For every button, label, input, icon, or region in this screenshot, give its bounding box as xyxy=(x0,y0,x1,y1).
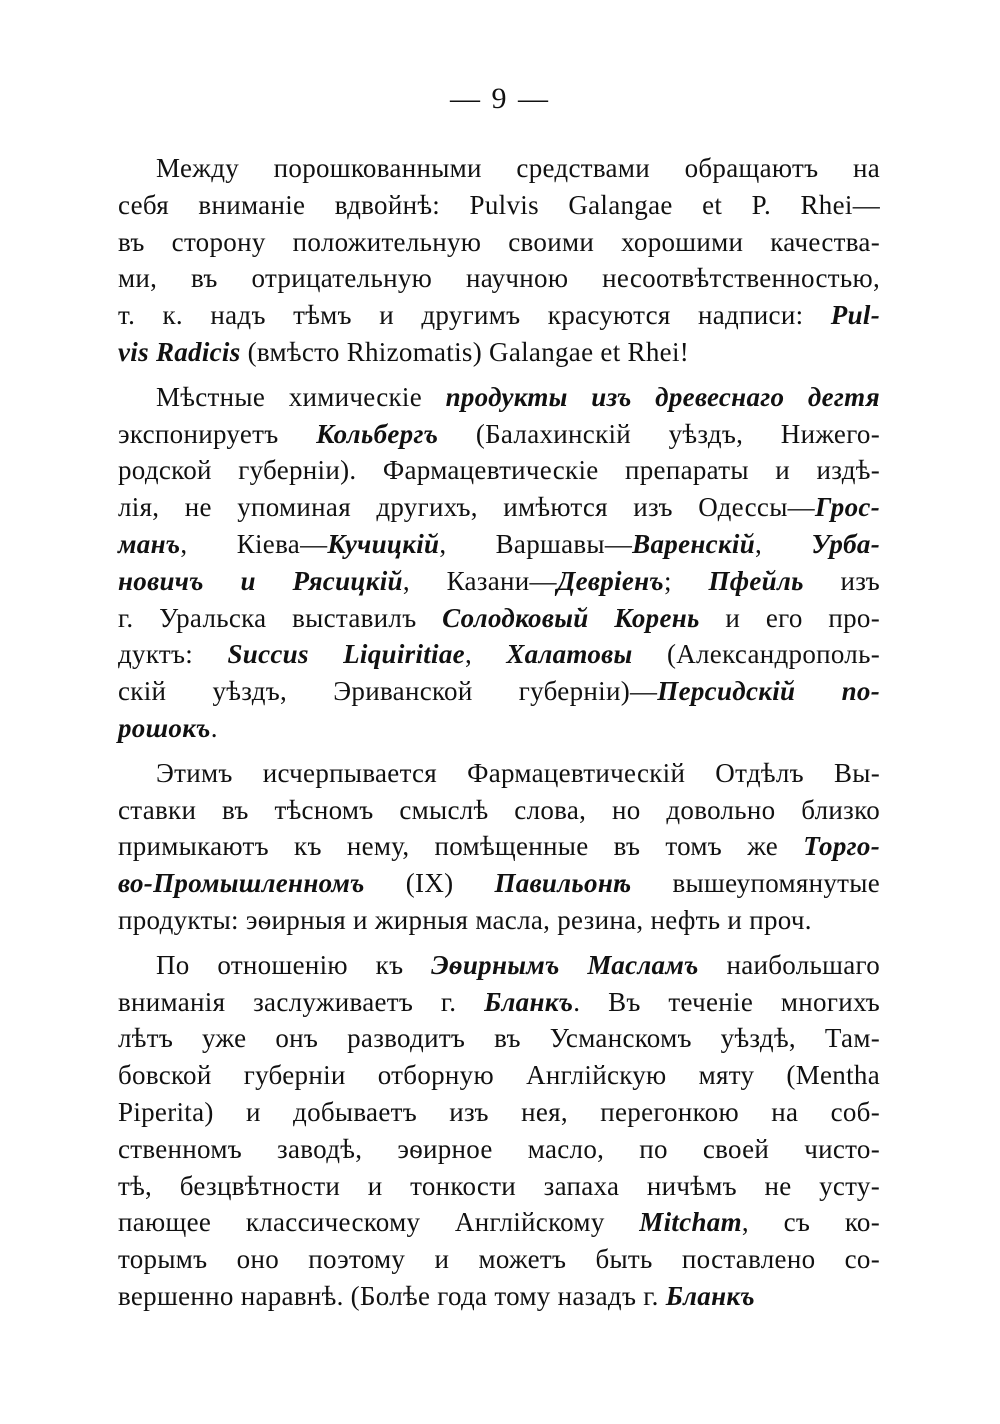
text-segment: , xyxy=(755,528,812,559)
text-segment: ственномъ заводѣ, эѳирное масло, по своей чисто- xyxy=(118,1133,880,1164)
text-segment: , съ ко- xyxy=(741,1207,880,1238)
text-line xyxy=(118,792,880,829)
italic-segment: новичъ и Рясицкій xyxy=(118,565,403,596)
text-line xyxy=(118,947,880,984)
text-segment: скій уѣздъ, Эриванской губерніи)— xyxy=(118,676,658,707)
italic-segment: Варенскій xyxy=(632,528,756,559)
italic-segment: Succus Liquiritiae xyxy=(227,639,465,670)
italic-segment: во-Промышленномъ xyxy=(118,868,365,899)
text-segment: въ сторону положительную своими хорошими качества- xyxy=(118,226,880,257)
text-segment: бовской губерніи отборную Англійскую мяту (Mentha xyxy=(118,1060,880,1091)
italic-segment: Бланкъ xyxy=(484,986,574,1017)
italic-segment: Халатовы xyxy=(506,639,633,670)
text-segment: ; xyxy=(663,565,709,596)
text-segment: , Варшавы— xyxy=(439,528,633,559)
paragraph xyxy=(118,947,880,1315)
text-segment: г. Уральска выставилъ xyxy=(118,602,443,633)
italic-segment: Девріенъ xyxy=(556,565,664,596)
text-line xyxy=(118,600,880,637)
text-line xyxy=(118,1131,880,1168)
text-segment: родской губерніи). Фармацевтическіе препараты и издѣ- xyxy=(118,455,880,486)
italic-segment: рошокъ xyxy=(118,712,211,743)
italic-segment: Урба- xyxy=(811,528,880,559)
text-segment: (Александрополь- xyxy=(632,639,880,670)
text-segment: (вмѣсто Rhizomatis) Galangae et Rhei! xyxy=(240,336,690,367)
italic-segment: Кольбергъ xyxy=(316,418,439,449)
italic-segment: Персидскій по- xyxy=(657,676,880,707)
text-segment: т. к. надъ тѣмъ и другимъ красуются надписи: xyxy=(118,300,831,331)
text-line xyxy=(118,489,880,526)
text-line xyxy=(118,1278,880,1315)
text-segment: ставки въ тѣсномъ смыслѣ слова, но довольно близко xyxy=(118,794,880,825)
text-line xyxy=(118,452,880,489)
text-segment: торымъ оно поэтому и можетъ быть поставлено со- xyxy=(118,1244,880,1275)
text-segment: примыкаютъ къ нему, помѣщенные въ томъ же xyxy=(118,831,804,862)
text-segment: , Казани— xyxy=(402,565,557,596)
text-line xyxy=(118,1057,880,1094)
text-line xyxy=(118,984,880,1021)
text-segment: лія, не упоминая другихъ, имѣются изъ Одессы— xyxy=(118,492,815,523)
text-segment: (IX) xyxy=(364,868,495,899)
text-line xyxy=(118,334,880,371)
text-line xyxy=(118,636,880,673)
text-line xyxy=(118,224,880,261)
italic-segment: Эѳирнымъ Масламъ xyxy=(431,949,699,980)
text-line xyxy=(118,1241,880,1278)
text-segment: изъ xyxy=(803,565,880,596)
page-number: — 9 — xyxy=(450,82,550,115)
text-line xyxy=(118,902,880,939)
text-line xyxy=(118,379,880,416)
text-segment: Мѣстные химическіе xyxy=(156,381,446,412)
italic-segment: Кучицкій xyxy=(327,528,440,559)
text-segment: лѣтъ уже онъ разводитъ въ Усманскомъ уѣздѣ, Там- xyxy=(118,1023,880,1054)
italic-segment: Пфейль xyxy=(708,565,804,596)
text-line xyxy=(118,1020,880,1057)
text-line xyxy=(118,1204,880,1241)
paragraph-gap xyxy=(118,747,880,755)
text-line xyxy=(118,755,880,792)
text-line xyxy=(118,150,880,187)
text-line xyxy=(118,828,880,865)
text-segment: . xyxy=(210,712,218,743)
text-line xyxy=(118,260,880,297)
text-segment: себя вниманіе вдвойнѣ: Pulvis Galangae et P. Rhei— xyxy=(118,189,880,220)
italic-segment: Бланкъ xyxy=(665,1280,755,1311)
text-segment: тѣ, безцвѣтности и тонкости запаха ничѣмъ не усту- xyxy=(118,1170,880,1201)
text-segment: Этимъ исчерпывается Фармацевтическій Отдѣлъ Вы- xyxy=(156,757,880,788)
paragraph xyxy=(118,755,880,939)
text-line xyxy=(118,563,880,600)
text-segment: Между порошкованными средствами обращаютъ на xyxy=(156,153,880,183)
text-segment: и его про- xyxy=(699,602,880,633)
italic-segment: vis Radicis xyxy=(118,336,241,367)
italic-segment: манъ xyxy=(118,528,181,559)
paragraph-gap xyxy=(118,939,880,947)
text-segment: дуктъ: xyxy=(118,639,228,670)
paragraph xyxy=(118,150,880,371)
paragraph xyxy=(118,379,880,747)
text-segment: . Въ теченіе многихъ xyxy=(573,986,880,1017)
italic-segment: Павильонѣ xyxy=(494,868,632,899)
text-line xyxy=(118,187,880,224)
italic-segment: Mitcham xyxy=(639,1207,742,1238)
italic-segment: Pul- xyxy=(830,300,880,331)
text-segment: Piperita) и добываетъ изъ нея, перегонкою на соб- xyxy=(118,1096,880,1127)
text-segment: вершенно наравнѣ. (Болѣе года тому назадъ г. xyxy=(118,1280,666,1311)
text-segment: продукты: эѳирныя и жирныя масла, резина, нефть и проч. xyxy=(118,904,812,935)
italic-segment: продукты изъ древеснаго дегтя xyxy=(445,381,880,412)
paragraph-gap xyxy=(118,371,880,379)
text-segment: , Кіева— xyxy=(180,528,328,559)
text-line xyxy=(118,865,880,902)
text-line xyxy=(118,1168,880,1205)
italic-segment: Торго- xyxy=(803,831,880,862)
text-line xyxy=(118,1094,880,1131)
text-segment: По отношенію къ xyxy=(156,949,432,980)
body-text xyxy=(118,150,880,1315)
text-line xyxy=(118,416,880,453)
text-segment: (Балахинскій уѣздъ, Нижего- xyxy=(438,418,880,449)
text-segment: наибольшаго xyxy=(698,949,880,980)
italic-segment: Солодковый Корень xyxy=(442,602,700,633)
text-segment: ми, въ отрицательную научною несоотвѣтственностью, xyxy=(118,263,880,294)
text-line xyxy=(118,710,880,747)
text-line xyxy=(118,673,880,710)
text-line xyxy=(118,526,880,563)
text-segment: вышеупомянутые xyxy=(631,868,880,899)
italic-segment: Грос- xyxy=(814,492,880,523)
text-segment: экспонируетъ xyxy=(118,418,317,449)
text-segment: вниманія заслуживаетъ г. xyxy=(118,986,485,1017)
text-segment: пающее классическому Англійскому xyxy=(118,1207,640,1238)
text-line xyxy=(118,297,880,334)
text-segment: , xyxy=(464,639,507,670)
